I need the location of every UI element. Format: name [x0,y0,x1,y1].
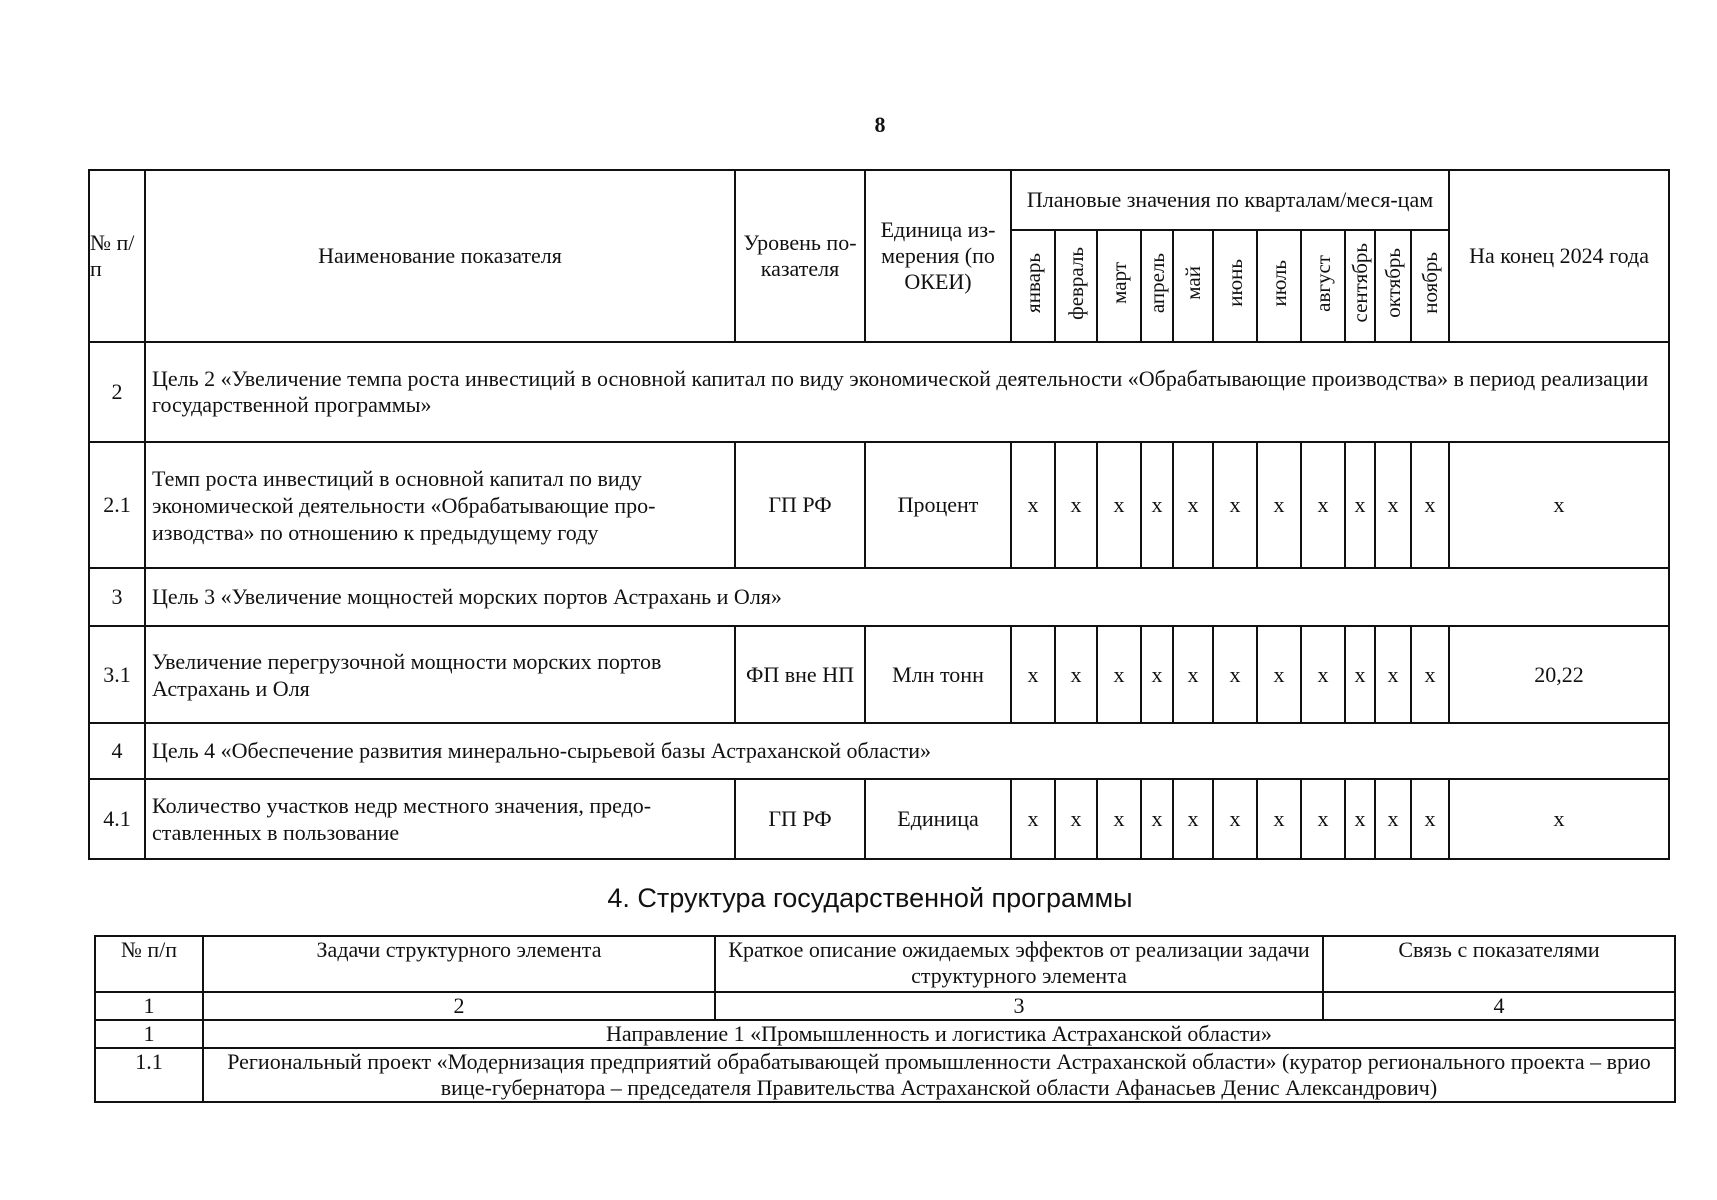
index-cell: 4 [1323,992,1675,1020]
row-num: 2.1 [89,442,145,568]
direction-num: 1 [95,1020,203,1048]
month-value: x [1301,442,1345,568]
month-value: x [1011,442,1055,568]
row-num: 3.1 [89,626,145,723]
program-structure-table [94,935,1676,1103]
month-value: x [1257,626,1301,723]
month-value: x [1411,779,1449,859]
header-name: Наименование показателя [145,170,735,342]
header-planned: Плановые значения по кварталам/меся-цам [1011,170,1449,230]
month-value: x [1301,779,1345,859]
month-value: x [1345,442,1375,568]
indicators-table [88,169,1670,860]
indicator-level: ГП РФ [735,779,865,859]
indicator-name: Увеличение перегрузочной мощности морских портов Астрахань и Оля [145,626,735,723]
project-text: Региональный проект «Модернизация предприятий обрабатывающей промышленности Астраханской области» (куратор регионального проекта – врио вице-губернатора – председателя Правительства Астраханской области Афанасьев Денис Александрович) [203,1048,1675,1102]
month-value: x [1257,442,1301,568]
month-value: x [1011,779,1055,859]
indicator-unit: Процент [865,442,1011,568]
month-value: x [1173,626,1213,723]
goal-num: 4 [89,723,145,779]
month-value: x [1345,779,1375,859]
month-value: x [1097,442,1141,568]
index-cell: 1 [95,992,203,1020]
goal-text: Цель 3 «Увеличение мощностей морских портов Астрахань и Оля» [145,568,1669,626]
month-value: x [1345,626,1375,723]
month-value: x [1213,626,1257,723]
header-effects: Краткое описание ожидаемых эффектов от реализации задачи структурного элемента [715,936,1323,992]
month-value: x [1375,626,1411,723]
project-row [95,1048,1675,1102]
goal-text: Цель 2 «Увеличение темпа роста инвестиций в основной капитал по виду экономической деятельности «Обрабатывающие производства» в период реализации государственной программы» [145,342,1669,442]
month-value: x [1141,779,1173,859]
direction-row [95,1020,1675,1048]
header-month: март [1097,230,1141,342]
month-value: x [1213,442,1257,568]
header-month: апрель [1141,230,1173,342]
end-value: x [1449,779,1669,859]
goal-row [89,723,1669,779]
month-value: x [1011,626,1055,723]
header-month: сентябрь [1345,230,1375,342]
direction-text: Направление 1 «Промышленность и логистика Астраханской области» [203,1020,1675,1048]
section-title: 4. Структура государственной программы [607,883,1133,913]
month-value: x [1375,779,1411,859]
header-month: ноябрь [1411,230,1449,342]
table-row [89,779,1669,859]
month-value: x [1173,442,1213,568]
month-value: x [1097,779,1141,859]
goal-row [89,568,1669,626]
indicator-name: Темп роста инвестиций в основной капитал по виду экономической деятельности «Обрабатывающие про-изводства» по отношению к предыдущему году [145,442,735,568]
header-month: октябрь [1375,230,1411,342]
month-value: x [1141,626,1173,723]
month-value: x [1097,626,1141,723]
month-value: x [1411,442,1449,568]
header-month: май [1173,230,1213,342]
goal-text: Цель 4 «Обеспечение развития минерально-сырьевой базы Астраханской области» [145,723,1669,779]
month-value: x [1375,442,1411,568]
month-value: x [1213,779,1257,859]
month-value: x [1055,442,1097,568]
indicator-unit: Единица [865,779,1011,859]
month-value: x [1141,442,1173,568]
month-value: x [1055,626,1097,723]
goal-num: 2 [89,342,145,442]
end-value: 20,22 [1449,626,1669,723]
header-month: февраль [1055,230,1097,342]
month-value: x [1257,779,1301,859]
end-value: x [1449,442,1669,568]
month-value: x [1055,779,1097,859]
index-row [95,992,1675,1020]
goal-row [89,342,1669,442]
goal-num: 3 [89,568,145,626]
header-tasks: Задачи структурного элемента [203,936,715,992]
month-value: x [1301,626,1345,723]
month-value: x [1411,626,1449,723]
project-num: 1.1 [95,1048,203,1102]
index-cell: 2 [203,992,715,1020]
indicator-level: ФП вне НП [735,626,865,723]
header-level: Уровень по-казателя [735,170,865,342]
header-month: июнь [1213,230,1257,342]
indicator-level: ГП РФ [735,442,865,568]
header-month: август [1301,230,1345,342]
indicator-unit: Млн тонн [865,626,1011,723]
month-value: x [1173,779,1213,859]
indicator-name: Количество участков недр местного значения, предо-ставленных в пользование [145,779,735,859]
header-month: январь [1011,230,1055,342]
header-month: июль [1257,230,1301,342]
header-end: На конец 2024 года [1449,170,1669,342]
table-row [89,626,1669,723]
row-num: 4.1 [89,779,145,859]
page-number: 8 [874,112,886,137]
index-cell: 3 [715,992,1323,1020]
header-unit: Единица из-мерения (по ОКЕИ) [865,170,1011,342]
header-num: № п/п [95,936,203,992]
table-row [89,442,1669,568]
header-row [95,936,1675,992]
header-indicators-link: Связь с показателями [1323,936,1675,992]
header-num: № п/п [89,170,145,342]
